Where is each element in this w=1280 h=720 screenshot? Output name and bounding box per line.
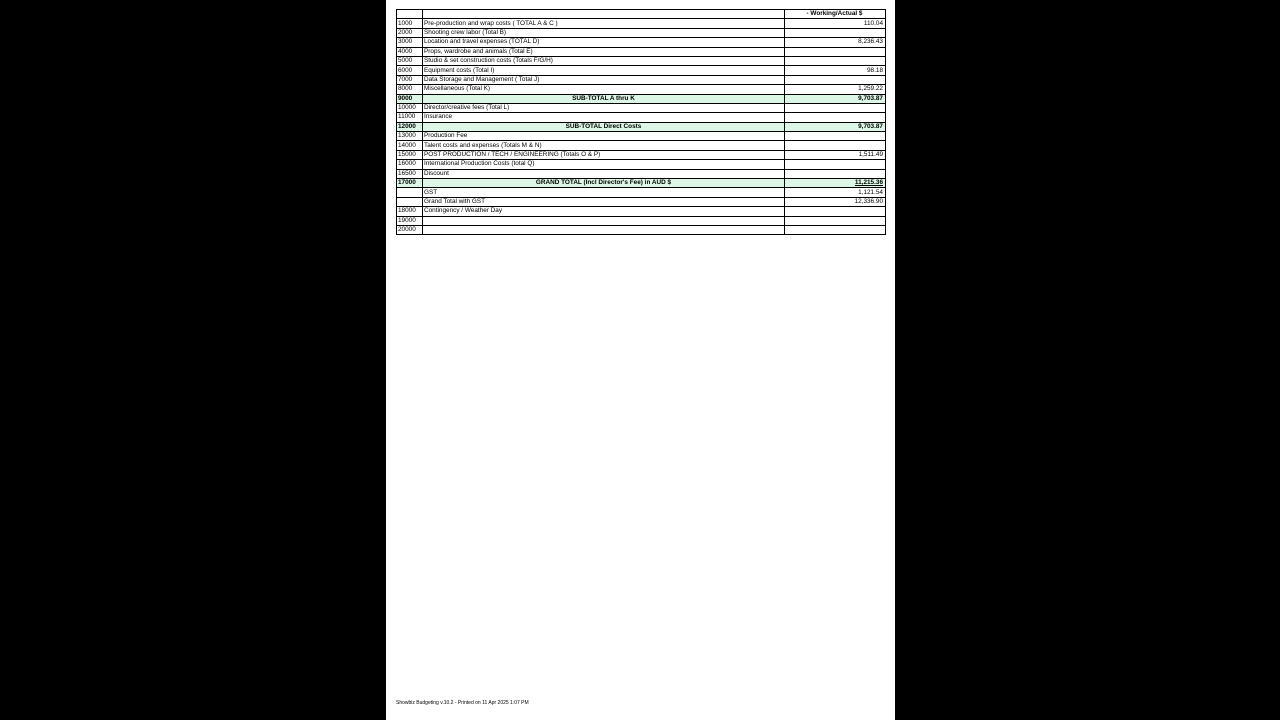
row-amount-cell: 1,259.22 — [785, 85, 886, 94]
table-row — [397, 103, 886, 112]
table-row — [397, 113, 886, 122]
table-row — [397, 216, 886, 225]
row-code-cell: 20000 — [397, 225, 423, 234]
row-amount-cell: 9,703.87 — [785, 94, 886, 103]
row-description-cell: Talent costs and expenses (Totals M & N) — [423, 141, 785, 150]
row-code-cell: 16000 — [397, 160, 423, 169]
row-description-cell: Miscellaneous (Total K) — [423, 85, 785, 94]
row-description-cell: Grand Total with GST — [423, 197, 785, 206]
row-amount-cell: 1,121.54 — [785, 188, 886, 197]
row-amount-cell — [785, 141, 886, 150]
table-header-row — [397, 10, 886, 19]
table-row — [397, 188, 886, 197]
row-amount-cell: 110.04 — [785, 19, 886, 28]
table-row — [397, 75, 886, 84]
row-description-cell: Equipment costs (Total I) — [423, 66, 785, 75]
table-row — [397, 38, 886, 47]
row-code-cell: 2000 — [397, 28, 423, 37]
row-code-cell: 3000 — [397, 38, 423, 47]
row-description-cell: Studio & set construction costs (Totals F/G/H) — [423, 56, 785, 65]
row-amount-cell — [785, 132, 886, 141]
row-code-cell: 11000 — [397, 113, 423, 122]
row-description-cell: SUB-TOTAL Direct Costs — [423, 122, 785, 131]
table-row — [397, 132, 886, 141]
table-row — [397, 150, 886, 159]
row-code-cell: 17000 — [397, 179, 423, 188]
row-code-cell — [397, 197, 423, 206]
table-row — [397, 66, 886, 75]
table-row — [397, 28, 886, 37]
header-amount-cell: - Working/Actual $ — [785, 10, 886, 19]
row-amount-cell — [785, 56, 886, 65]
row-description-cell: Props, wardrobe and animals (Total E) — [423, 47, 785, 56]
table-row — [397, 122, 886, 131]
row-code-cell: 15000 — [397, 150, 423, 159]
table-row — [397, 225, 886, 234]
row-code-cell: 13000 — [397, 132, 423, 141]
table-row — [397, 197, 886, 206]
header-description-cell — [423, 10, 785, 19]
table-row — [397, 47, 886, 56]
row-description-cell: Insurance — [423, 113, 785, 122]
table-row — [397, 160, 886, 169]
row-description-cell: Contingency / Weather Day — [423, 207, 785, 216]
row-description-cell — [423, 216, 785, 225]
row-amount-cell — [785, 113, 886, 122]
row-amount-cell — [785, 160, 886, 169]
row-code-cell: 5000 — [397, 56, 423, 65]
row-code-cell: 4000 — [397, 47, 423, 56]
row-description-cell: Data Storage and Management ( Total J) — [423, 75, 785, 84]
row-amount-cell: 11,215.36 — [785, 179, 886, 188]
row-description-cell — [423, 225, 785, 234]
row-description-cell: Location and travel expenses (TOTAL D) — [423, 38, 785, 47]
row-description-cell: GST — [423, 188, 785, 197]
row-amount-cell — [785, 47, 886, 56]
row-amount-cell — [785, 103, 886, 112]
table-row — [397, 56, 886, 65]
row-amount-cell — [785, 169, 886, 178]
document-page — [386, 0, 895, 720]
row-code-cell: 14000 — [397, 141, 423, 150]
row-amount-cell — [785, 28, 886, 37]
row-description-cell: POST PRODUCTION / TECH / ENGINEERING (Totals O & P) — [423, 150, 785, 159]
header-code-cell — [397, 10, 423, 19]
table-row — [397, 179, 886, 188]
row-amount-cell: 8,236.43 — [785, 38, 886, 47]
row-amount-cell — [785, 207, 886, 216]
table-row — [397, 19, 886, 28]
row-code-cell: 10000 — [397, 103, 423, 112]
table-row — [397, 94, 886, 103]
row-description-cell: Discount — [423, 169, 785, 178]
row-amount-cell — [785, 216, 886, 225]
row-code-cell: 18000 — [397, 207, 423, 216]
row-code-cell — [397, 188, 423, 197]
table-row — [397, 85, 886, 94]
row-amount-cell: 9,703.87 — [785, 122, 886, 131]
row-amount-cell: 98.18 — [785, 66, 886, 75]
table-row — [397, 169, 886, 178]
row-code-cell: 7000 — [397, 75, 423, 84]
row-code-cell: 12000 — [397, 122, 423, 131]
budget-summary-table — [396, 9, 886, 235]
row-code-cell: 16500 — [397, 169, 423, 178]
row-amount-cell: 1,511.49 — [785, 150, 886, 159]
row-description-cell: Shooting crew labor (Total B) — [423, 28, 785, 37]
row-code-cell: 9000 — [397, 94, 423, 103]
row-description-cell: International Production Costs (total Q) — [423, 160, 785, 169]
table-row — [397, 141, 886, 150]
row-code-cell: 6000 — [397, 66, 423, 75]
row-description-cell: GRAND TOTAL (Incl Director's Fee) in AUD $ — [423, 179, 785, 188]
row-code-cell: 8000 — [397, 85, 423, 94]
row-description-cell: Pre-production and wrap costs ( TOTAL A & C ) — [423, 19, 785, 28]
row-description-cell: Director/creative fees (Total L) — [423, 103, 785, 112]
row-code-cell: 19000 — [397, 216, 423, 225]
row-description-cell: Production Fee — [423, 132, 785, 141]
table-row — [397, 207, 886, 216]
row-amount-cell — [785, 225, 886, 234]
print-footer: Showbiz Budgeting v.10.2 - Printed on 11 Apr 2025 1:07 PM — [396, 700, 529, 706]
row-amount-cell: 12,336.90 — [785, 197, 886, 206]
row-amount-cell — [785, 75, 886, 84]
row-description-cell: SUB-TOTAL A thru K — [423, 94, 785, 103]
row-code-cell: 1000 — [397, 19, 423, 28]
